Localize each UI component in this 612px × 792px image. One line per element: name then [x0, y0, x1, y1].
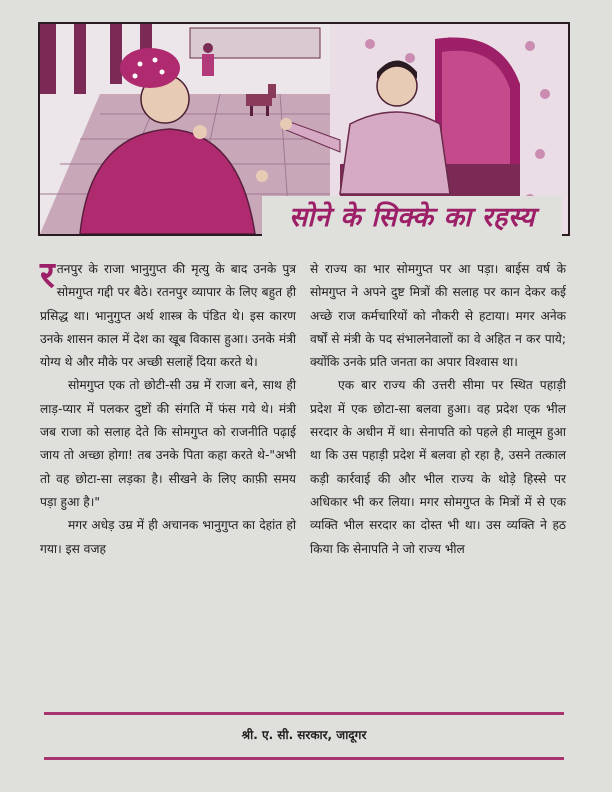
footer-rule-top	[44, 712, 564, 715]
paragraph-2: सोमगुप्त एक तो छोटी-सी उम्र में राजा बने, साथ ही लाड़-प्यार में पलकर दुष्टों की संगति में फंस गये थे। मंत्री जब राजा को सलाह देते कि सोमगुप्त को राजनीति पढ़ाई जाय तो अच्छा होगा! तब उनके पिता कहा करते थे-"अभी तो वह छोटा-सा लड़का है। सीखने के लिए काफ़ी समय पड़ा हुआ है।"	[40, 378, 296, 509]
paragraph-3: मगर अधेड़ उम्र में ही अचानक भानुगुप्त का देहांत हो गया। इस वजह	[40, 518, 296, 556]
drop-cap: र	[40, 255, 55, 296]
paragraph-1-text: तनपुर के राजा भानुगुप्त की मृत्यु के बाद उनके पुत्र सोमगुप्त गद्दी पर बैठे। रतनपुर व्यापार के लिए बहुत ही प्रसिद्ध था। भानुगुप्त अर्थ शास्त्र के पंडित थे। इस कारण उनके शासन काल में देश का खूब विकास हुआ। उनके मंत्री योग्य थे और मौके पर अच्छी सलाहें दिया करते थे।	[40, 262, 296, 370]
paragraph-4: से राज्य का भार सोमगुप्त पर आ पड़ा। बाईस वर्ष के सोमगुप्त ने अपने दुष्ट मित्रों की सलाह पर कान देकर कई अच्छे राज कर्मचारियों को नौकरी से हटाया। मगर अनेक वर्षों से मंत्री के पद संभालनेवालों का वे अहित न कर पाये; क्योंकि उनके प्रति जनता का अपार विश्वास था।	[310, 262, 566, 370]
footer-credit: श्री. ए. सी. सरकार, जादूगर	[241, 728, 367, 742]
footer-rule-bottom	[44, 757, 564, 760]
paragraph-5: एक बार राज्य की उत्तरी सीमा पर स्थित पहाड़ी प्रदेश में एक छोटा-सा बलवा हुआ। वह प्रदेश एक भील सरदार के अधीन में था। सेनापति को पहले ही मालूम हुआ था कि उस पहाड़ी प्रदेश में बलवा हो रहा है, उसने तत्काल कड़ी कार्रवाई की और भील राज्य के थोड़े हिस्से पर अधिकार भी कर लिया। मगर सोमगुप्त के मित्रों में से एक व्यक्ति भील सरदार का दोस्त भी था। उस व्यक्ति ने हठ किया कि सेनापति ने जो राज्य भील	[310, 378, 566, 556]
text-column-left	[40, 255, 296, 561]
text-column-right	[310, 258, 566, 561]
story-title: सोने के सिक्के का रहस्य	[262, 196, 562, 240]
paragraph-1	[40, 255, 296, 374]
